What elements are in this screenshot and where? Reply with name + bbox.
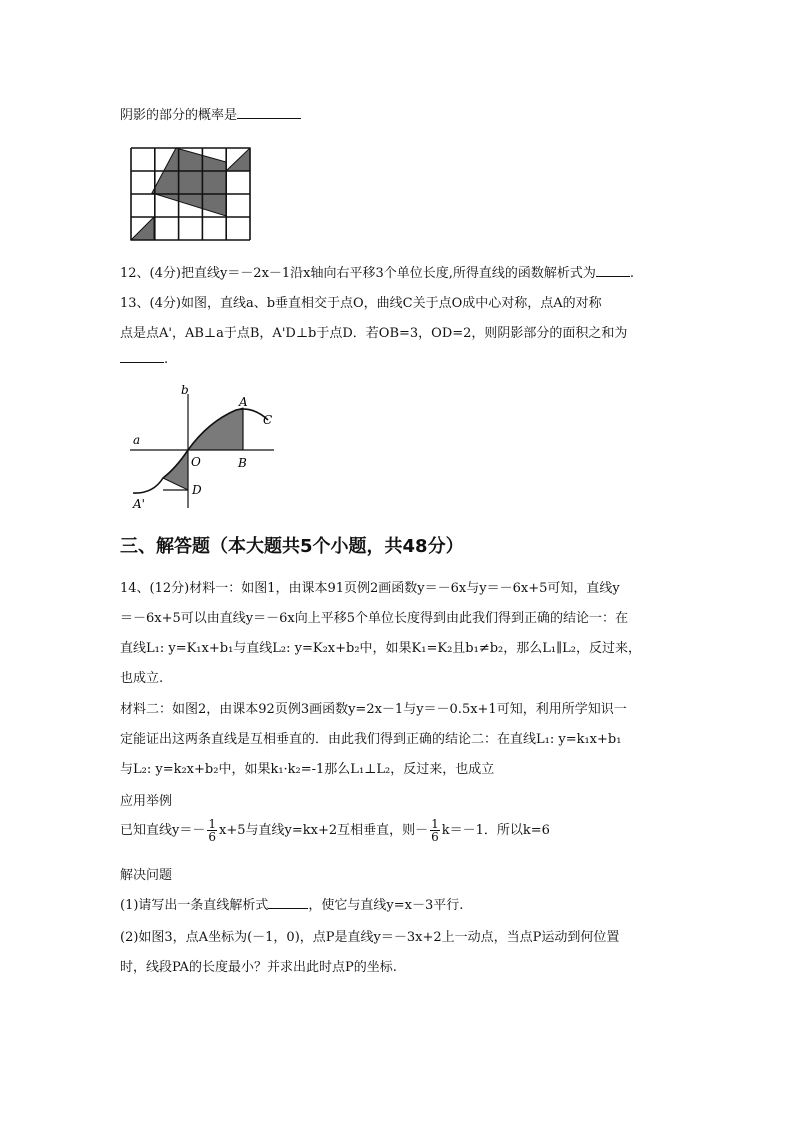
q14-m2-line3: 与L₂: y=k₂x+b₂中，如果k₁·k₂=-1那么L₁⊥L₂，反过来，也成立 xyxy=(120,762,495,777)
q13-line2: 点是点A'，AB⊥a于点B，A'D⊥b于点D．若OB=3，OD=2，则阴影部分的面积之和为 xyxy=(120,326,628,341)
q13-label-a: a xyxy=(133,433,141,447)
q14-m2-line2: 定能证出这两条直线是互相垂直的．由此我们得到正确的结论二：在直线L₁: y=k₁x+b₁ xyxy=(120,732,622,747)
q13-label-b-point: B xyxy=(238,456,247,470)
q14-part1-b: ，使它与直线y=x－3平行. xyxy=(308,898,464,913)
section-3-heading: 三、解答题（本大题共5个小题，共48分） xyxy=(120,536,464,557)
q14-apply-c: k＝－1．所以k=6 xyxy=(441,823,550,838)
q11-tail-text: 阴影的部分的概率是 xyxy=(120,108,238,123)
q13-end: . xyxy=(164,352,169,367)
q13-label-a-point: A xyxy=(239,395,248,409)
q11-shaded-corner-bottom xyxy=(131,217,154,240)
q13-label-c: C xyxy=(263,413,273,427)
q14-part1 xyxy=(120,894,463,913)
q14-fraction-1 xyxy=(207,818,217,843)
q13-label-o: O xyxy=(191,455,201,469)
q14-apply-b: x+5与直线y=kx+2互相垂直，则－ xyxy=(219,823,429,838)
q13-line3 xyxy=(120,352,168,367)
q12-line xyxy=(120,262,634,281)
q14-part2-line1: (2)如图3，点A坐标为(－1，0)，点P是直线y＝－3x+2上一动点，当点P运动到何位置 xyxy=(120,930,620,945)
q13-answer-blank xyxy=(120,362,164,363)
q14-frac2-den: 6 xyxy=(431,830,439,844)
q14-line3: 直线L₁: y=K₁x+b₁与直线L₂: y=K₂x+b₂中，如果K₁=K₂且b₁≠b₂，那么L₁∥L₂，反过来， xyxy=(120,641,641,656)
q14-line2: ＝－6x+5可以由直线y＝－6x向上平移5个单位长度得到由此我们得到正确的结论一：在 xyxy=(120,611,628,626)
q12-answer-blank xyxy=(596,276,630,277)
q14-apply-line xyxy=(120,818,550,843)
q13-label-d: D xyxy=(192,483,202,497)
q13-curve-c xyxy=(133,409,268,493)
q13-curve-figure xyxy=(128,380,278,512)
q14-line4: 也成立. xyxy=(120,671,164,686)
q14-solve-title: 解决问题 xyxy=(120,868,173,883)
q14-part2-line2: 时，线段PA的长度最小？并求出此时点P的坐标. xyxy=(120,960,397,975)
q13-label-a-prime: A' xyxy=(133,497,145,511)
q14-part1-a: (1)请写出一条直线解析式 xyxy=(120,898,269,913)
q12-text: 12、(4分)把直线y＝－2x－1沿x轴向右平移3个单位长度,所得直线的函数解析式为 xyxy=(120,266,596,281)
q14-apply-a: 已知直线y＝－ xyxy=(120,823,206,838)
q11-text-line xyxy=(120,104,301,123)
q14-apply-title: 应用举例 xyxy=(120,794,173,809)
q13-label-b: b xyxy=(181,383,189,397)
q11-answer-blank xyxy=(237,118,301,119)
q14-frac1-den: 6 xyxy=(208,830,216,844)
q11-shaded-quad xyxy=(152,148,226,216)
q13-line1: 13、(4分)如图，直线a、b垂直相交于点O，曲线C关于点O成中心对称，点A的对称 xyxy=(120,296,602,311)
q12-end: . xyxy=(629,266,635,281)
q14-frac2-num: 1 xyxy=(431,817,439,831)
q14-frac1-num: 1 xyxy=(208,817,216,831)
q11-grid-figure xyxy=(128,145,254,243)
q13-shaded-region-right xyxy=(188,408,243,450)
q11-shaded-corner-top xyxy=(226,148,250,171)
q14-part1-blank xyxy=(268,908,308,909)
q14-fraction-2 xyxy=(430,818,440,843)
q14-line1: 14、(12分)材料一：如图1，由课本91页例2画函数y＝－6x与y＝－6x+5可知，直线y xyxy=(120,581,620,596)
q14-m2-line1: 材料二：如图2，由课本92页例3画函数y=2x－1与y＝－0.5x+1可知，利用所学知识一 xyxy=(120,702,627,717)
